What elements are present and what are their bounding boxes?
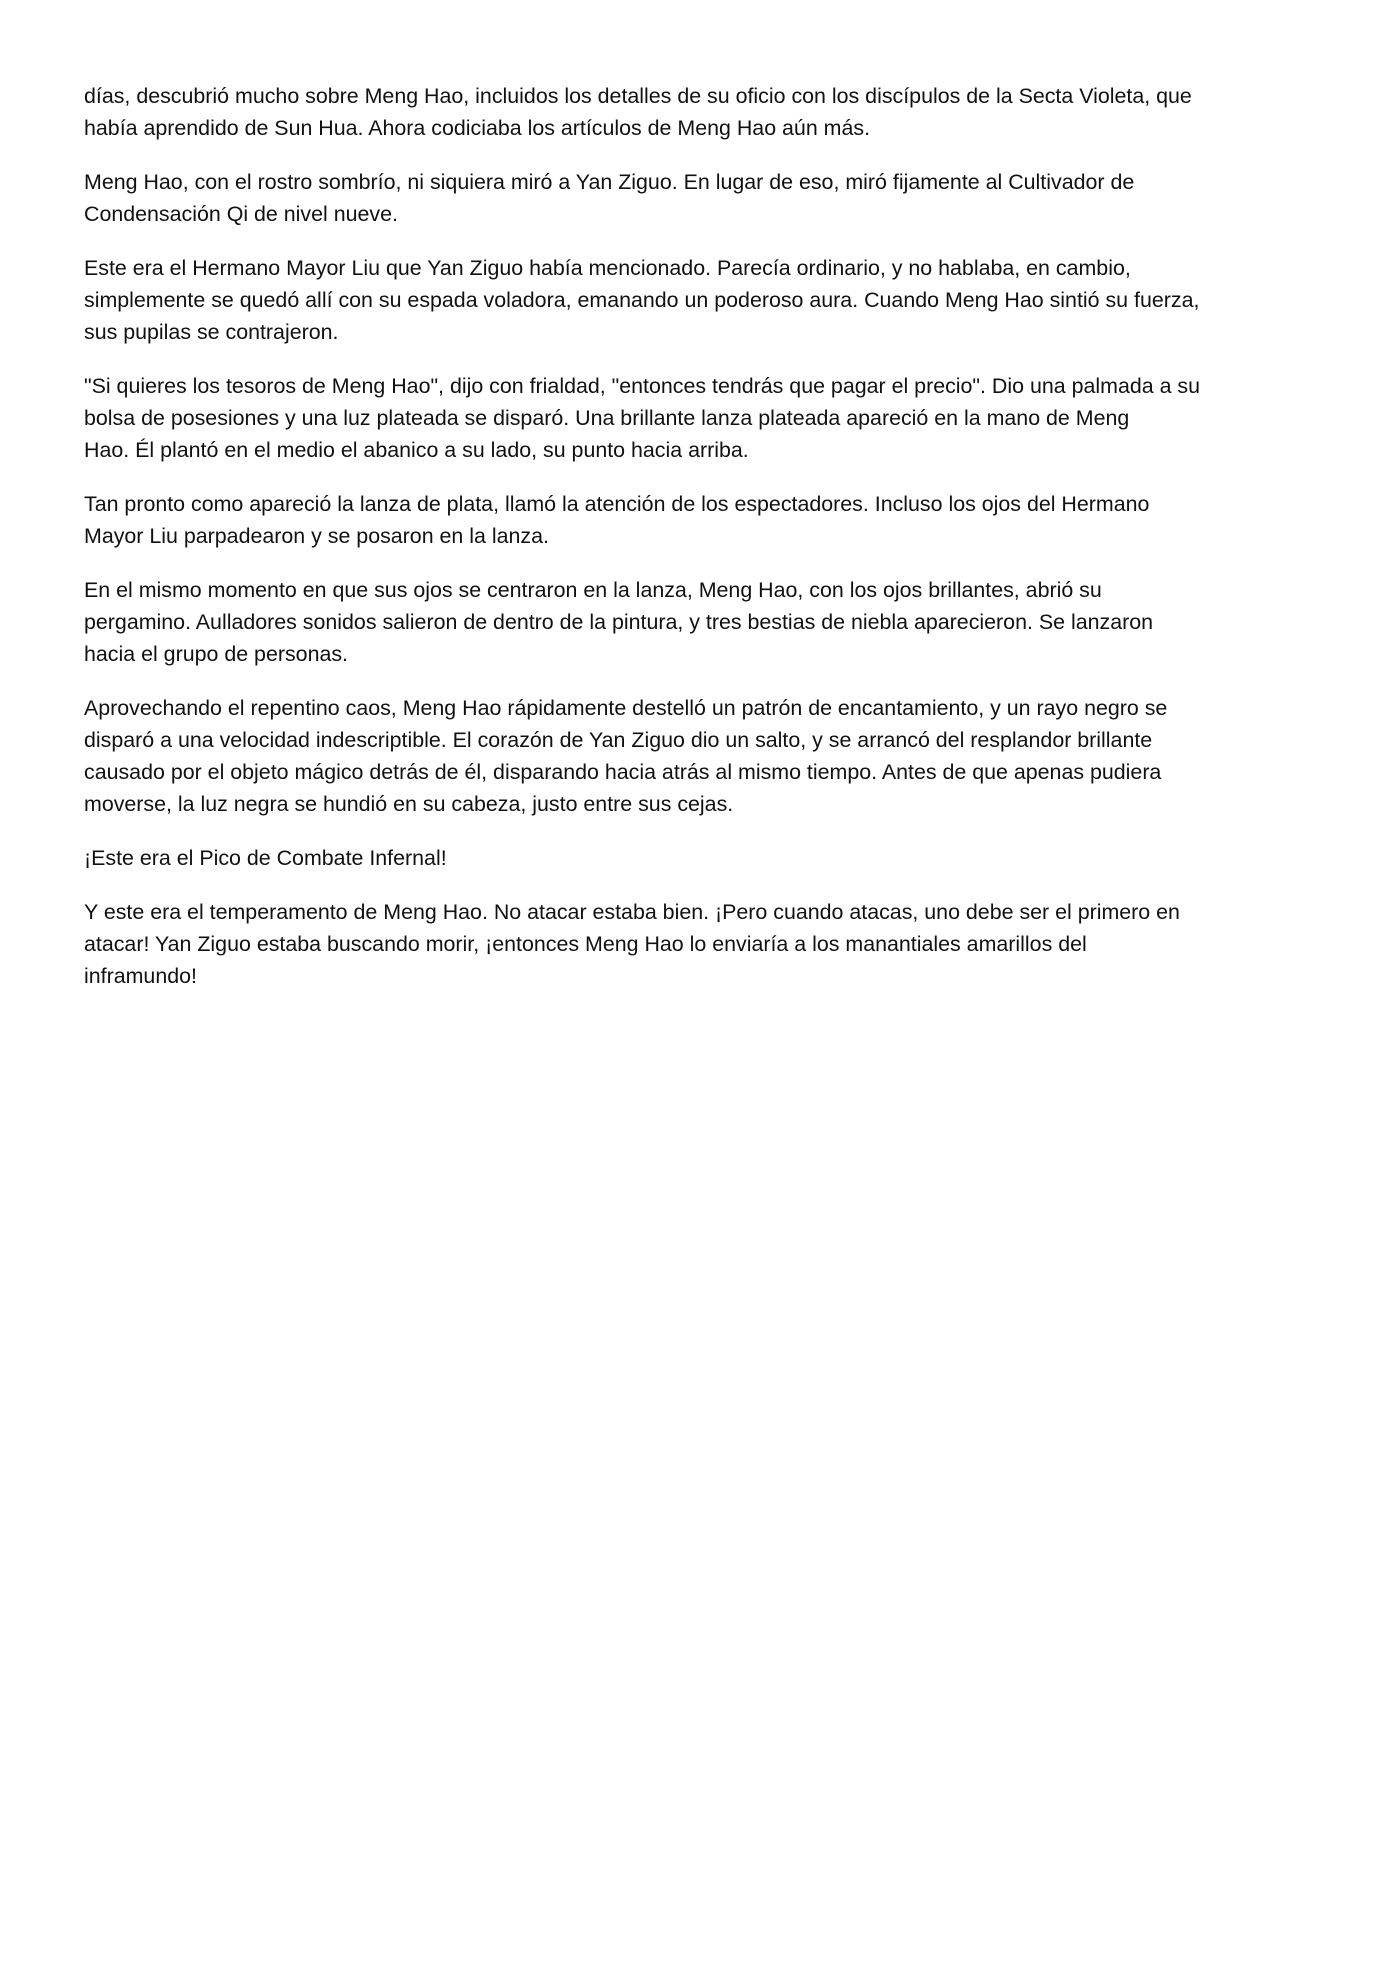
text-line: ¡Este era el Pico de Combate Infernal!: [84, 846, 447, 870]
document-body: [84, 80, 1324, 1014]
text-line: Aprovechando el repentino caos, Meng Hao rápidamente destelló un patrón de encantamiento, y un rayo negro se: [84, 696, 1168, 720]
text-line: Hao. Él plantó en el medio el abanico a su lado, su punto hacia arriba.: [84, 438, 749, 462]
text-line: Meng Hao, con el rostro sombrío, ni siquiera miró a Yan Ziguo. En lugar de eso, miró fijamente al Cultivador de: [84, 170, 1135, 194]
text-line: simplemente se quedó allí con su espada voladora, emanando un poderoso aura. Cuando Meng Hao sintió su fuerza,: [84, 288, 1200, 312]
text-line: sus pupilas se contrajeron.: [84, 320, 339, 344]
text-line: atacar! Yan Ziguo estaba buscando morir, ¡entonces Meng Hao lo enviaría a los manantiales amarillos del: [84, 932, 1087, 956]
text-line: inframundo!: [84, 964, 197, 988]
text-line: moverse, la luz negra se hundió en su cabeza, justo entre sus cejas.: [84, 792, 734, 816]
paragraph: [84, 166, 1324, 230]
text-line: pergamino. Aulladores sonidos salieron de dentro de la pintura, y tres bestias de niebla aparecieron. Se lanzaron: [84, 610, 1154, 634]
paragraph: [84, 80, 1324, 144]
text-line: "Si quieres los tesoros de Meng Hao", dijo con frialdad, "entonces tendrás que pagar el precio". Dio una palmada a su: [84, 374, 1201, 398]
text-line: disparó a una velocidad indescriptible. El corazón de Yan Ziguo dio un salto, y se arrancó del resplandor brillante: [84, 728, 1153, 752]
text-line: días, descubrió mucho sobre Meng Hao, incluidos los detalles de su oficio con los discípulos de la Secta Violeta, que: [84, 84, 1192, 108]
text-line: hacia el grupo de personas.: [84, 642, 348, 666]
paragraph: [84, 896, 1324, 992]
text-line: bolsa de posesiones y una luz plateada se disparó. Una brillante lanza plateada apareció en la mano de Meng: [84, 406, 1130, 430]
paragraph: [84, 692, 1324, 820]
text-line: Y este era el temperamento de Meng Hao. No atacar estaba bien. ¡Pero cuando atacas, uno debe ser el primero en: [84, 900, 1180, 924]
text-line: causado por el objeto mágico detrás de él, disparando hacia atrás al mismo tiempo. Antes de que apenas pudiera: [84, 760, 1162, 784]
text-line: Condensación Qi de nivel nueve.: [84, 202, 398, 226]
paragraph: [84, 252, 1324, 348]
text-line: Mayor Liu parpadearon y se posaron en la lanza.: [84, 524, 549, 548]
paragraph: [84, 574, 1324, 670]
text-line: En el mismo momento en que sus ojos se centraron en la lanza, Meng Hao, con los ojos brillantes, abrió su: [84, 578, 1102, 602]
text-line: Este era el Hermano Mayor Liu que Yan Ziguo había mencionado. Parecía ordinario, y no hablaba, en cambio,: [84, 256, 1131, 280]
paragraph: [84, 370, 1324, 466]
text-line: había aprendido de Sun Hua. Ahora codiciaba los artículos de Meng Hao aún más.: [84, 116, 871, 140]
text-line: Tan pronto como apareció la lanza de plata, llamó la atención de los espectadores. Incluso los ojos del Hermano: [84, 492, 1150, 516]
paragraph: [84, 842, 1324, 874]
paragraph: [84, 488, 1324, 552]
